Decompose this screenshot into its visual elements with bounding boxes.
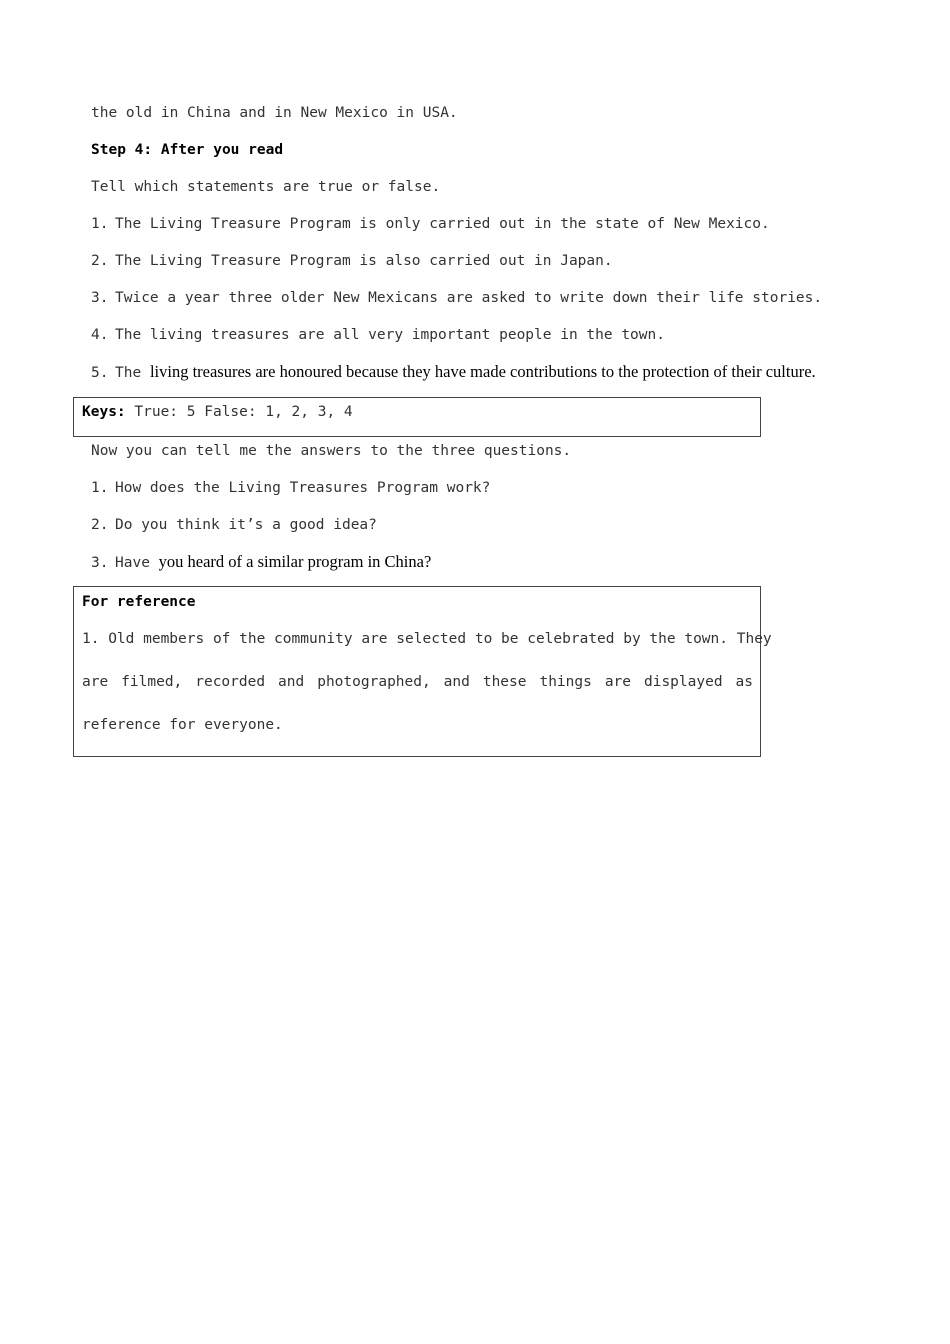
statement-text-start: The [115, 365, 142, 381]
reference-line-3: reference for everyone. [82, 717, 283, 733]
intro-tail-text: the old in China and in New Mexico in USA. [91, 105, 458, 121]
statement-number: 4. [91, 327, 109, 343]
statement-2 [91, 251, 613, 271]
statement-text-rest: living treasures are honoured because they have made contributions to the protection of their culture. [149, 362, 816, 381]
question-text: How does the Living Treasures Program work? [115, 480, 491, 496]
statement-number: 1. [91, 216, 109, 232]
step4-instruction: Tell which statements are true or false. [91, 179, 441, 195]
question-number: 2. [91, 517, 109, 533]
questions-intro: Now you can tell me the answers to the three questions. [91, 443, 572, 459]
question-number: 3. [91, 555, 109, 571]
question-text-rest: you heard of a similar program in China? [158, 552, 432, 571]
statement-text: The Living Treasure Program is also carried out in Japan. [115, 253, 613, 269]
statement-1 [91, 214, 770, 234]
statement-text: The Living Treasure Program is only carried out in the state of New Mexico. [115, 216, 770, 232]
statement-number: 5. [91, 365, 109, 381]
statement-4 [91, 325, 665, 345]
reference-line-1: 1. Old members of the community are selected to be celebrated by the town. They [82, 631, 772, 647]
reference-heading: For reference [82, 594, 196, 610]
statement-number: 3. [91, 290, 109, 306]
statement-text: The living treasures are all very important people in the town. [115, 327, 665, 343]
question-2 [91, 515, 377, 535]
question-number: 1. [91, 480, 109, 496]
question-3 [91, 552, 431, 573]
statement-5 [91, 362, 816, 383]
question-text: Do you think it’s a good idea? [115, 517, 377, 533]
reference-line-2: are filmed, recorded and photographed, and these things are displayed as [82, 674, 753, 690]
statement-number: 2. [91, 253, 109, 269]
keys-answer: True: 5 False: 1, 2, 3, 4 [134, 404, 353, 420]
keys-box [73, 397, 761, 437]
statement-3 [91, 288, 822, 308]
step4-heading: Step 4: After you read [91, 142, 284, 158]
keys-label: Keys: [82, 404, 126, 420]
reference-box [73, 586, 772, 757]
question-1 [91, 478, 490, 498]
question-text-start: Have [115, 555, 150, 571]
statement-text: Twice a year three older New Mexicans are asked to write down their life stories. [115, 290, 823, 306]
